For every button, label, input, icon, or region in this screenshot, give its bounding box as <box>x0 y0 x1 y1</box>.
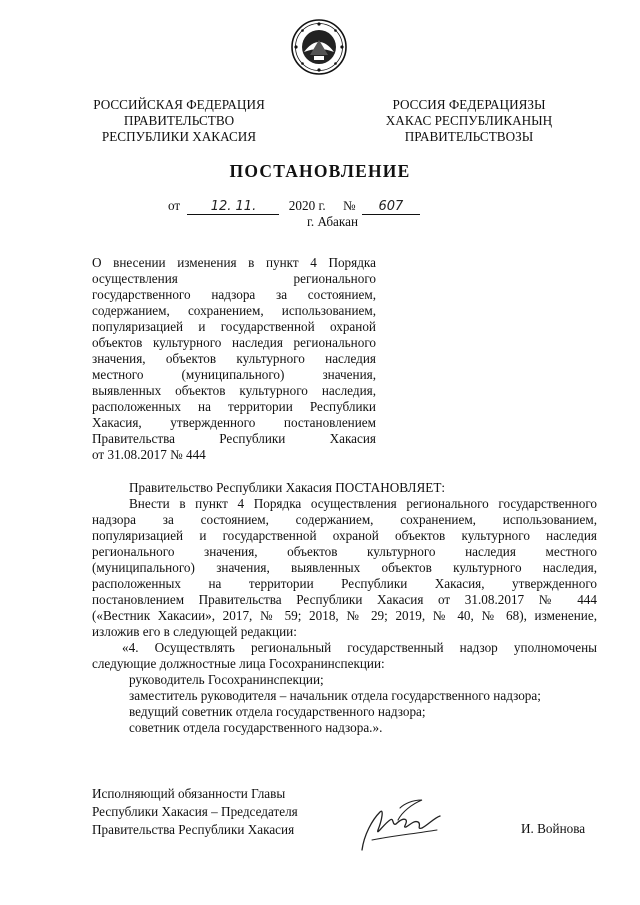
body-line: (муниципального) значения, выявленных объектов культурного наследия, <box>92 560 597 575</box>
body-line: следующие должностные лица Госохранинспекции: <box>92 656 385 671</box>
signatory-position <box>92 785 298 839</box>
subject-line: расположенных на территории Республики <box>92 399 376 414</box>
subject-line: содержанием, сохранением, использованием, <box>92 303 376 318</box>
subject-line: местного (муниципального) значения, <box>92 367 376 382</box>
subject-line: выявленных объектов культурного наследия, <box>92 383 376 398</box>
header-right-line-3: ПРАВИТЕЛЬСТВОЗЫ <box>404 129 534 144</box>
date-field: 12. 11. <box>187 199 279 215</box>
number-field: 607 <box>362 199 420 215</box>
subject-line: государственного надзора за состоянием, <box>92 287 376 302</box>
subject-line: Хакасия, утвержденного постановлением <box>92 415 376 430</box>
signatory-line: Исполняющий обязанности Главы <box>92 786 286 801</box>
body-line: популяризацией и государственной охраной объектов культурного наследия <box>92 528 597 543</box>
header-left-line-3: РЕСПУБЛИКИ ХАКАСИЯ <box>101 129 257 144</box>
subject-line: популяризацией и государственной охраной <box>92 319 376 334</box>
body-line: «4. Осуществлять региональный государственный надзор уполномочены <box>122 640 597 655</box>
subject-line: от 31.08.2017 № 444 <box>92 447 206 462</box>
number-sign: № <box>342 198 356 213</box>
document-body <box>92 480 597 736</box>
year-text: 2020 г. <box>288 198 326 213</box>
document-subject <box>92 255 376 463</box>
date-number-line <box>168 198 420 215</box>
body-line: заместитель руководителя – начальник отдела государственного надзора; <box>129 688 541 703</box>
body-line: надзора за состоянием, содержанием, сохранением, использованием, <box>92 512 597 527</box>
coat-of-arms-emblem <box>290 18 348 76</box>
header-russian <box>84 97 274 145</box>
handwritten-signature <box>342 790 452 860</box>
document-title: ПОСТАНОВЛЕНИЕ <box>229 161 411 181</box>
subject-line: О внесении изменения в пункт 4 Порядка <box>92 255 376 270</box>
header-khakas <box>374 97 564 145</box>
subject-line: Правительства Республики Хакасия <box>92 431 376 446</box>
body-line: советник отдела государственного надзора.». <box>129 720 383 735</box>
city-name: г. Абакан <box>306 214 359 229</box>
header-right-line-2: ХАКАС РЕСПУБЛИКАНЫҢ <box>385 113 553 128</box>
date-prefix: от <box>168 198 181 213</box>
body-line: расположенных на территории Республики Хакасия, утвержденного <box>92 576 597 591</box>
body-line: ведущий советник отдела государственного надзора; <box>129 704 426 719</box>
body-line: изложив его в следующей редакции: <box>92 624 297 639</box>
body-line: Правительство Республики Хакасия ПОСТАНОВЛЯЕТ: <box>129 480 446 495</box>
subject-line: осуществления регионального <box>92 271 376 286</box>
body-line: руководитель Госохранинспекции; <box>129 672 324 687</box>
signatory-line: Правительства Республики Хакасия <box>92 822 295 837</box>
header-left-line-2: ПРАВИТЕЛЬСТВО <box>123 113 235 128</box>
header-right-line-1: РОССИЯ ФЕДЕРАЦИЯЗЫ <box>392 97 546 112</box>
subject-line: объектов культурного наследия регионального <box>92 335 376 350</box>
body-line: постановлением Правительства Республики Хакасия от 31.08.2017 № 444 <box>92 592 597 607</box>
body-line: Внести в пункт 4 Порядка осуществления регионального государственного <box>129 496 597 511</box>
header-left-line-1: РОССИЙСКАЯ ФЕДЕРАЦИЯ <box>93 97 265 112</box>
body-line: («Вестник Хакасии», 2017, № 59; 2018, № 29; 2019, № 40, № 68), изменение, <box>92 608 597 623</box>
body-line: регионального значения, объектов культурного наследия местного <box>92 544 597 559</box>
subject-line: значения, объектов культурного наследия <box>92 351 376 366</box>
signatory-line: Республики Хакасия – Председателя <box>92 804 298 819</box>
signatory-name: И. Войнова <box>521 821 586 836</box>
